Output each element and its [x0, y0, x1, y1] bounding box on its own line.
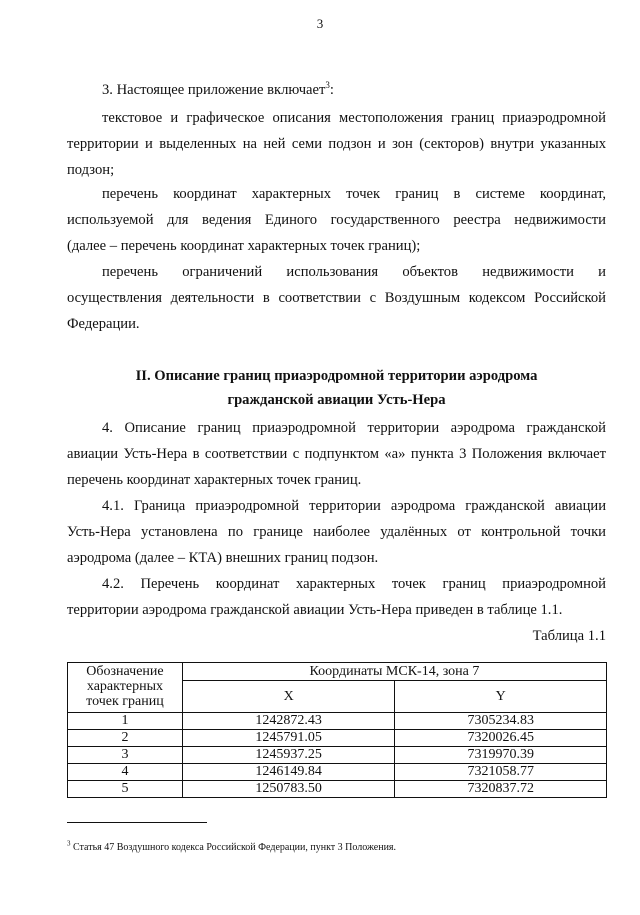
para41-line3: аэродрома (далее – КТА) внешних границ подзон.	[67, 550, 379, 566]
cell-point: 1	[68, 713, 183, 730]
para42-line1: 4.2. Перечень координат характерных точек границ приаэродромной	[102, 576, 606, 592]
cell-point: 4	[68, 764, 183, 781]
cell-x: 1242872.43	[182, 713, 395, 730]
item2-line1: перечень координат характерных точек границ в системе координат,	[102, 186, 606, 202]
cell-y: 7320837.72	[395, 781, 607, 798]
item1-line3: подзон;	[67, 162, 115, 178]
item1-line1: текстовое и графическое описания местоположения границ приаэродромной	[102, 110, 606, 126]
col-header-points: Обозначение характерных точек границ	[68, 663, 183, 713]
para41-line1: 4.1. Граница приаэродромной территории аэродрома гражданской авиации	[102, 498, 606, 514]
cell-point: 3	[68, 747, 183, 764]
cell-x: 1245937.25	[182, 747, 395, 764]
col-header-x: X	[182, 681, 395, 713]
cell-x: 1250783.50	[182, 781, 395, 798]
para42-line2: территории аэродрома гражданской авиации Усть-Нера приведен в таблице 1.1.	[67, 602, 563, 618]
cell-x: 1246149.84	[182, 764, 395, 781]
cell-y: 7305234.83	[395, 713, 607, 730]
coordinates-table	[67, 662, 607, 798]
page-number: 3	[316, 16, 324, 31]
section-title-line1: II. Описание границ приаэродромной территории аэродрома	[135, 368, 538, 384]
para4-line3: перечень координат характерных точек границ.	[67, 472, 362, 488]
item3-line1: перечень ограничений использования объектов недвижимости и	[102, 264, 606, 280]
table-caption: Таблица 1.1	[532, 628, 606, 644]
item2-line2: используемой для ведения Единого государственного реестра недвижимости	[67, 212, 606, 228]
footnote-divider	[67, 822, 207, 823]
footnote-marker: 3	[67, 839, 71, 848]
para41-line2: Усть-Нера установлена по границе наиболее удалённых от контрольной точки	[67, 524, 606, 540]
cell-y: 7321058.77	[395, 764, 607, 781]
para4-line2: авиации Усть-Нера в соответствии с подпунктом «а» пункта 3 Положения включает	[67, 446, 606, 462]
item3-line3: Федерации.	[67, 316, 140, 332]
col-header-coordinates: Координаты МСК-14, зона 7	[182, 663, 606, 681]
cell-x: 1245791.05	[182, 730, 395, 747]
footnote: $^3$ Статья 47 Воздушного кодекса Российской Федерации, пункт 3 Положения.	[67, 839, 397, 853]
footnote-ref: 3	[325, 80, 330, 91]
cell-point: 2	[68, 730, 183, 747]
table-row	[68, 747, 607, 764]
section-title-line2: гражданской авиации Усть-Нера	[227, 392, 446, 408]
para4-line1: 4. Описание границ приаэродромной территории аэродрома гражданской	[102, 420, 606, 436]
item1-line2: территории и выделенных на ней семи подзон и зон (секторов) внутри указанных	[67, 136, 606, 152]
table-row	[68, 764, 607, 781]
cell-y: 7320026.45	[395, 730, 607, 747]
cell-point: 5	[68, 781, 183, 798]
item3-line2: осуществления деятельности в соответствии с Воздушным кодексом Российской	[67, 290, 606, 306]
table-row	[68, 730, 607, 747]
item2-line3: (далее – перечень координат характерных точек границ);	[67, 238, 421, 254]
col-header-y: Y	[395, 681, 607, 713]
table-row	[68, 781, 607, 798]
section3-heading: 3. Настоящее приложение включает$^3$:	[102, 80, 334, 98]
table-row	[68, 713, 607, 730]
cell-y: 7319970.39	[395, 747, 607, 764]
